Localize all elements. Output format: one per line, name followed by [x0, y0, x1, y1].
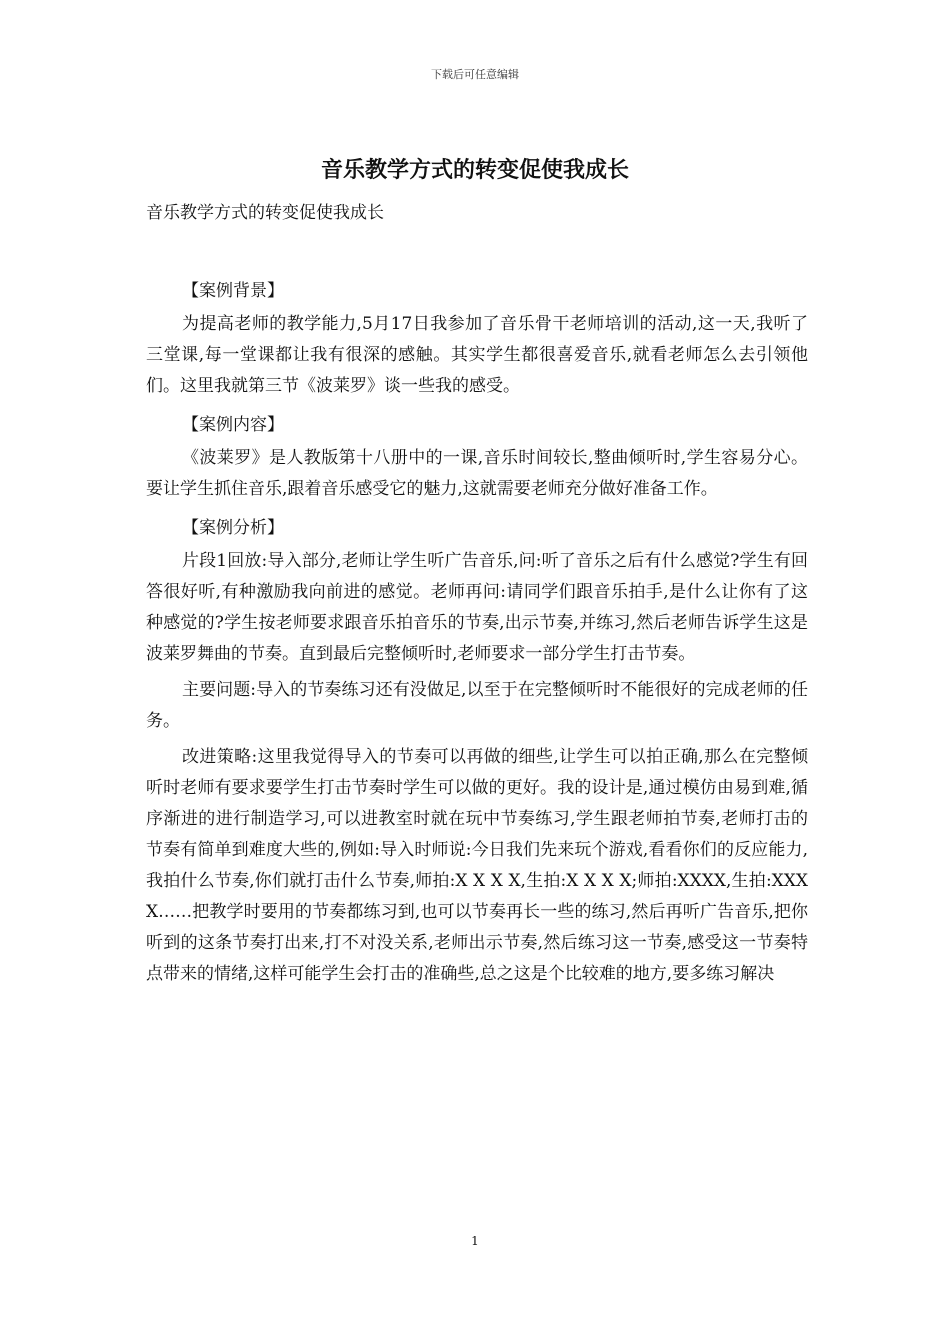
paragraph-content: 《波莱罗》是人教版第十八册中的一课,音乐时间较长,整曲倾听时,学生容易分心。要让学生抓住音乐,跟着音乐感受它的魅力,这就需要老师充分做好准备工作。 [146, 448, 808, 499]
section-heading-content: 【案例内容】 [182, 415, 284, 435]
blank-line [146, 229, 808, 273]
paragraph-analysis-strategy: 改进策略:这里我觉得导入的节奏可以再做的细些,让学生可以拍正确,那么在完整倾听时老师有要求要学生打击节奏时学生可以做的更好。我的设计是,通过模仿由易到难,循序渐进的进行制造学习,可以进教室时就在玩中节奏练习,学生跟老师拍节奏,老师打击的节奏有简单到难度大些的,例如:导入时师说:今日我们先来玩个游戏,看看你们的反应能力,我拍什么节奏,你们就打击什么节奏,师拍:X X X X,生拍:X X X X;师拍:XXXX,生拍:XXXX……把教学时要用的节奏都练习到,也可以节奏再长一些的练习,然后再听广告音乐,把你听到的这条节奏打出来,打不对没关系,老师出示节奏,然后练习这一节奏,感受这一节奏特点带来的情绪,这样可能学生会打击的准确些,总之这是个比较难的地方,要多练习解决 [146, 747, 808, 984]
section-heading-background: 【案例背景】 [182, 281, 284, 301]
paragraph-analysis-problem: 主要问题:导入的节奏练习还有没做足,以至于在完整倾听时不能很好的完成老师的任务。 [146, 680, 808, 731]
document-body [146, 198, 808, 995]
page-header-note: 下载后可任意编辑 [431, 68, 519, 81]
page-number: 1 [471, 1234, 479, 1248]
section-heading-analysis: 【案例分析】 [182, 518, 284, 538]
document-title: 音乐教学方式的转变促使我成长 [320, 157, 629, 183]
paragraph-background: 为提高老师的教学能力,5月17日我参加了音乐骨干老师培训的活动,这一天,我听了三堂课,每一堂课都让我有很深的感触。其实学生都很喜爱音乐,就看老师怎么去引领他们。这里我就第三节《波莱罗》谈一些我的感受。 [146, 314, 808, 396]
document-subtitle: 音乐教学方式的转变促使我成长 [146, 203, 384, 223]
paragraph-analysis-replay: 片段1回放:导入部分,老师让学生听广告音乐,问:听了音乐之后有什么感觉?学生有回答很好听,有种激励我向前进的感觉。老师再问:请同学们跟音乐拍手,是什么让你有了这种感觉的?学生按老师要求跟音乐拍音乐的节奏,出示节奏,并练习,然后老师告诉学生这是波莱罗舞曲的节奏。直到最后完整倾听时,老师要求一部分学生打击节奏。 [146, 551, 808, 664]
